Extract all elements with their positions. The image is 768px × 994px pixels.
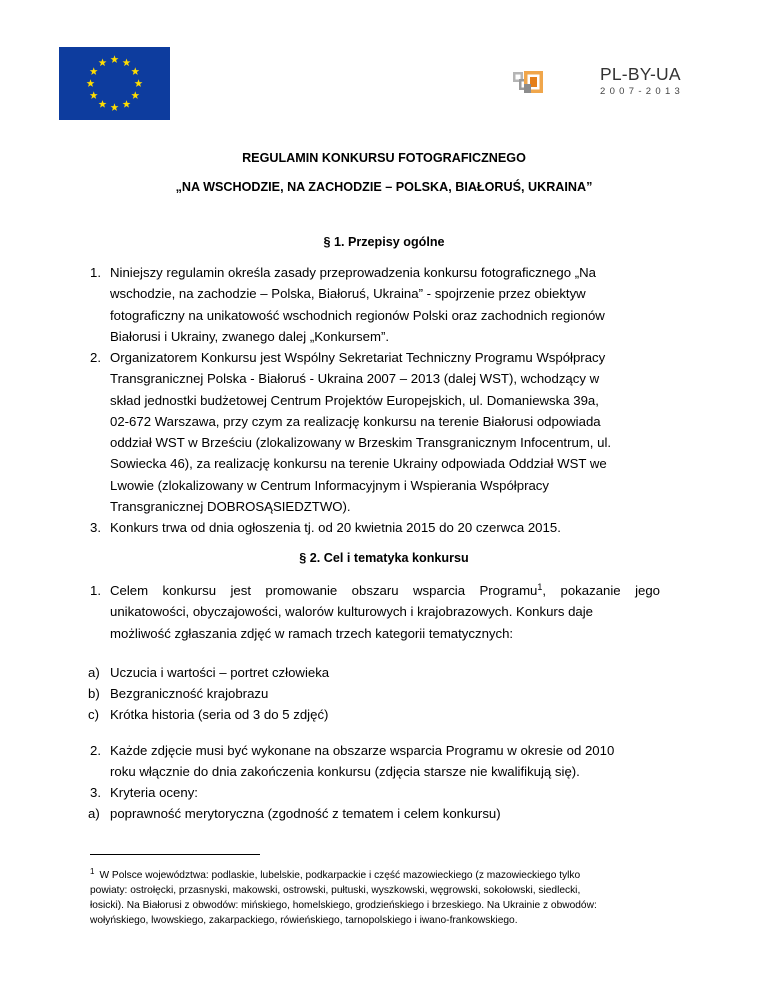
text-line	[90, 868, 682, 883]
text-line: Sowiecka 46), za realizację konkursu na terenie Ukrainy odpowiada Oddział WST we	[110, 456, 607, 472]
document-subtitle: „NA WSCHODZIE, NA ZACHODZIE – POLSKA, BIAŁORUŚ, UKRAINA”	[175, 180, 593, 194]
text-line: Niniejszy regulamin określa zasady przeprowadzenia konkursu fotograficznego „Na	[110, 265, 596, 280]
item-mark: a)	[88, 806, 100, 821]
section-1-item-1	[90, 262, 660, 347]
logo-name: PL-BY-UA	[600, 64, 681, 84]
item-text: Bezgraniczność krajobrazu	[110, 686, 269, 701]
section-1-heading: § 1. Przepisy ogólne	[323, 235, 445, 249]
text-span: , pokazanie jego	[542, 583, 660, 598]
item-mark: c)	[88, 707, 99, 722]
category-item	[88, 683, 668, 704]
text-line: unikatowości, obyczajowości, walorów kulturowych i krajobrazowych. Konkurs daje	[110, 604, 594, 620]
text-line: skład jednostki budżetowej Centrum Projektów Europejskich, ul. Domaniewska 39a,	[110, 392, 599, 408]
item-mark: a)	[88, 665, 100, 680]
section-1-item-3	[90, 517, 660, 538]
item-number: 1.	[90, 265, 101, 280]
footnote-separator	[90, 854, 260, 855]
section-1-item-2	[90, 347, 660, 517]
text-line: Organizatorem Konkursu jest Wspólny Sekretariat Techniczny Programu Współpracy	[110, 350, 606, 365]
criteria-item	[88, 803, 668, 824]
text-line: łosicki). Na Białorusi z obwodów: mińskiego, homelskiego, grodzieńskiego i brzeskiego. Na Ukrainie z obwodów:	[90, 900, 597, 911]
text-line: możliwość zgłaszania zdjęć w ramach trzech kategorii tematycznych:	[110, 625, 514, 641]
footnote-reference[interactable]: 1	[537, 582, 543, 592]
footnote	[90, 868, 682, 928]
text-line: Transgranicznej DOBROSĄSIEDZTWO).	[110, 499, 351, 515]
item-number: 3.	[90, 785, 101, 800]
program-logo-icon	[512, 57, 592, 109]
section-2-item-1	[90, 580, 660, 644]
text-line: wołyńskiego, lwowskiego, zakarpackiego, rówieńskiego, tarnopolskiego i iwano-frankowskiego.	[90, 915, 518, 926]
text-line: fotograficzny na unikatowość wschodnich regionów Polski oraz zachodnich regionów	[110, 307, 605, 323]
text-span: W Polsce województwa: podlaskie, lubelskie, podkarpackie i część mazowieckiego (z mazowieckiego tylko	[99, 870, 581, 881]
section-2-heading: § 2. Cel i tematyka konkursu	[299, 551, 469, 565]
text-line: oddział WST w Brześciu (zlokalizowany w Brzeskim Transgranicznym Infocentrum, ul.	[110, 435, 612, 451]
item-number: 3.	[90, 520, 101, 535]
text-line: Transgranicznej Polska - Białoruś - Ukraina 2007 – 2013 (dalej WST), wchodzący w	[110, 371, 600, 387]
text-line: Kryteria oceny:	[110, 785, 198, 800]
section-2-item-3	[90, 782, 660, 803]
item-number: 2.	[90, 350, 101, 365]
text-line: Lwowie (zlokalizowany w Centrum Informacyjnym i Wspierania Współpracy	[110, 477, 549, 493]
item-number: 1.	[90, 583, 101, 598]
program-logo	[600, 64, 684, 98]
category-item	[88, 662, 668, 683]
item-text: poprawność merytoryczna (zgodność z tematem i celem konkursu)	[110, 806, 501, 821]
item-text: Uczucia i wartości – portret człowieka	[110, 665, 330, 680]
text-line: roku włącznie do dnia zakończenia konkursu (zdjęcia starsze nie kwalifikują się).	[110, 764, 580, 780]
item-mark: b)	[88, 686, 100, 701]
text-line: powiaty: ostrołęcki, przasnyski, makowski, ostrowski, pułtuski, wyszkowski, węgrowski, sokołowski, siedlecki,	[90, 885, 581, 896]
document-title: REGULAMIN KONKURSU FOTOGRAFICZNEGO	[242, 151, 526, 165]
text-line: 02-672 Warszawa, przy czym za realizację konkursu na terenie Białorusi odpowiada	[110, 413, 601, 429]
text-line: wschodzie, na zachodzie – Polska, Białoruś, Ukraina” - spojrzenie przez obiektyw	[110, 286, 586, 302]
item-text: Krótka historia (seria od 3 do 5 zdjęć)	[110, 707, 329, 722]
footnote-number: 1	[90, 867, 95, 876]
text-line	[110, 580, 660, 601]
text-line: Konkurs trwa od dnia ogłoszenia tj. od 20 kwietnia 2015 do 20 czerwca 2015.	[110, 520, 561, 535]
section-2-item-2	[90, 740, 660, 783]
item-number: 2.	[90, 743, 101, 758]
text-line: Białorusi i Ukrainy, zwanego dalej „Konkursem”.	[110, 328, 390, 344]
category-item	[88, 704, 668, 725]
text-span: Celem konkursu jest promowanie obszaru wsparcia Programu	[110, 583, 538, 598]
eu-flag-icon	[59, 47, 170, 120]
logo-years: 2007-2013	[600, 86, 685, 97]
text-line: Każde zdjęcie musi być wykonane na obszarze wsparcia Programu w okresie od 2010	[110, 743, 615, 758]
